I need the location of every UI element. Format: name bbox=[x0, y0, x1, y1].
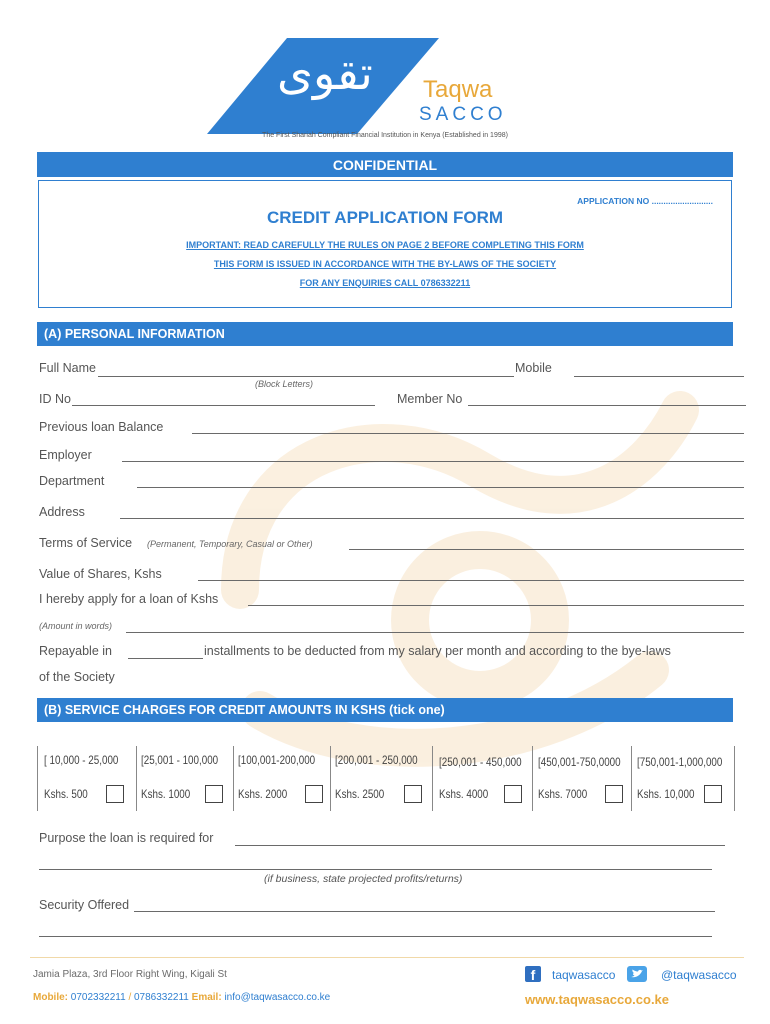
twitter-icon[interactable] bbox=[627, 966, 647, 982]
tagline: The First Shariah Compliant Financial Institution in Kenya (Established in 1998) bbox=[262, 132, 508, 139]
footer-contacts bbox=[33, 992, 330, 1003]
tier-fee: Kshs. 500 bbox=[44, 787, 88, 801]
mobile-label: Mobile bbox=[515, 361, 552, 375]
confidential-bar bbox=[37, 152, 733, 177]
watermark-logo bbox=[180, 290, 740, 810]
brand-taqwa: Taqwa bbox=[423, 76, 493, 103]
logo-calligraphy: تقوى bbox=[277, 46, 373, 100]
purpose-field-2[interactable] bbox=[39, 869, 712, 870]
tier-divider bbox=[532, 746, 533, 811]
full-name-label: Full Name bbox=[39, 361, 96, 375]
member-no-label: Member No bbox=[397, 392, 463, 406]
tier-checkbox[interactable] bbox=[605, 785, 623, 803]
section-a-title: (A) PERSONAL INFORMATION bbox=[44, 327, 225, 341]
tier-fee: Kshs. 1000 bbox=[141, 787, 191, 801]
member-no-field[interactable] bbox=[468, 405, 746, 406]
tier-range: [250,001 - 450,000 bbox=[439, 755, 522, 769]
tier-range: [25,001 - 100,000 bbox=[141, 753, 219, 767]
shares-field[interactable] bbox=[198, 580, 744, 581]
intro-box bbox=[38, 180, 732, 308]
tier-range: [100,001-200,000 bbox=[238, 753, 316, 767]
purpose-label: Purpose the loan is required for bbox=[39, 831, 214, 845]
business-hint: (if business, state projected profits/returns) bbox=[264, 873, 463, 885]
section-b-header bbox=[37, 698, 733, 722]
email-label: Email: bbox=[191, 992, 222, 1003]
website[interactable]: www.taqwasacco.co.ke bbox=[525, 992, 670, 1007]
tier-divider bbox=[734, 746, 735, 811]
tier-divider bbox=[37, 746, 38, 811]
tier-divider bbox=[233, 746, 234, 811]
footer-divider bbox=[30, 957, 744, 958]
address-label: Address bbox=[39, 505, 85, 519]
mobile-field[interactable] bbox=[574, 376, 744, 377]
loan-amount-label: I hereby apply for a loan of Kshs bbox=[39, 592, 219, 606]
footer-address: Jamia Plaza, 3rd Floor Right Wing, Kigali St bbox=[33, 969, 227, 980]
twitter-handle[interactable]: @taqwasacco bbox=[661, 968, 737, 982]
section-a-header bbox=[37, 322, 733, 346]
tier-fee: Kshs. 2500 bbox=[335, 787, 385, 801]
tier-divider bbox=[330, 746, 331, 811]
mobile-label: Mobile: bbox=[33, 992, 68, 1003]
security-field-2[interactable] bbox=[39, 936, 712, 937]
email-address[interactable]: info@taqwasacco.co.ke bbox=[224, 992, 331, 1003]
amount-words-field[interactable] bbox=[126, 632, 744, 633]
bylaws-note: THIS FORM IS ISSUED IN ACCORDANCE WITH THE BY-LAWS OF THE SOCIETY bbox=[213, 259, 557, 269]
enquiries-note: FOR ANY ENQUIRIES CALL 0786332211 bbox=[299, 278, 471, 288]
purpose-field[interactable] bbox=[235, 845, 725, 846]
mobile-slash: / bbox=[128, 992, 132, 1003]
full-name-field[interactable] bbox=[98, 376, 514, 377]
installments-text: installments to be deducted from my salary per month and according to the bye-laws bbox=[204, 644, 671, 658]
tier-range: [ 10,000 - 25,000 bbox=[44, 753, 119, 767]
society-text: of the Society bbox=[39, 670, 115, 684]
security-field[interactable] bbox=[134, 911, 715, 912]
department-label: Department bbox=[39, 474, 105, 488]
loan-amount-field[interactable] bbox=[248, 605, 744, 606]
department-field[interactable] bbox=[137, 487, 744, 488]
tier-range: [450,001-750,0000 bbox=[538, 755, 621, 769]
tier-checkbox[interactable] bbox=[305, 785, 323, 803]
security-label: Security Offered bbox=[39, 898, 130, 912]
tier-fee: Kshs. 4000 bbox=[439, 787, 489, 801]
logo bbox=[207, 38, 537, 134]
tier-checkbox[interactable] bbox=[504, 785, 522, 803]
terms-label: Terms of Service bbox=[39, 536, 133, 550]
shares-label: Value of Shares, Kshs bbox=[39, 567, 162, 581]
tier-range: [200,001 - 250,000 bbox=[335, 753, 418, 767]
mobile-1: 0702332211 bbox=[70, 992, 126, 1003]
terms-field[interactable] bbox=[349, 549, 744, 550]
section-b-title: (B) SERVICE CHARGES FOR CREDIT AMOUNTS IN KSHS (tick one) bbox=[44, 703, 445, 717]
address-field[interactable] bbox=[120, 518, 744, 519]
previous-loan-field[interactable] bbox=[192, 433, 744, 434]
brand-sacco: SACCO bbox=[419, 104, 507, 125]
previous-loan-label: Previous loan Balance bbox=[39, 420, 164, 434]
tier-checkbox[interactable] bbox=[106, 785, 124, 803]
id-no-label: ID No bbox=[39, 392, 71, 406]
tier-fee: Kshs. 7000 bbox=[538, 787, 588, 801]
tier-checkbox[interactable] bbox=[704, 785, 722, 803]
installments-field[interactable] bbox=[128, 658, 203, 659]
mobile-2: 0786332211 bbox=[134, 992, 189, 1003]
confidential-label: CONFIDENTIAL bbox=[332, 156, 438, 173]
tier-range: [750,001-1,000,000 bbox=[637, 755, 723, 769]
facebook-handle[interactable]: taqwasacco bbox=[552, 968, 616, 982]
employer-label: Employer bbox=[39, 448, 92, 462]
amount-words-hint: (Amount in words) bbox=[39, 621, 113, 631]
id-no-field[interactable] bbox=[72, 405, 375, 406]
application-number: APPLICATION NO .......................... bbox=[577, 196, 713, 206]
tier-fee: Kshs. 2000 bbox=[238, 787, 288, 801]
tier-divider bbox=[432, 746, 433, 811]
facebook-icon[interactable]: f bbox=[525, 966, 541, 982]
tier-checkbox[interactable] bbox=[404, 785, 422, 803]
tier-checkbox[interactable] bbox=[205, 785, 223, 803]
tier-fee: Kshs. 10,000 bbox=[637, 787, 695, 801]
important-note: IMPORTANT: READ CAREFULLY THE RULES ON PAGE 2 BEFORE COMPLETING THIS FORM bbox=[186, 240, 584, 250]
block-letters-hint: (Block Letters) bbox=[255, 379, 314, 389]
terms-hint: (Permanent, Temporary, Casual or Other) bbox=[147, 539, 313, 549]
form-title: CREDIT APPLICATION FORM bbox=[266, 208, 504, 227]
employer-field[interactable] bbox=[122, 461, 744, 462]
repayable-label: Repayable in bbox=[39, 644, 112, 658]
tier-divider bbox=[631, 746, 632, 811]
tier-divider bbox=[136, 746, 137, 811]
